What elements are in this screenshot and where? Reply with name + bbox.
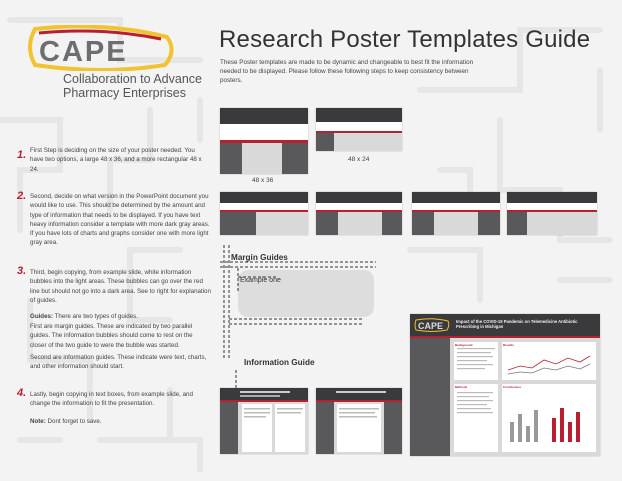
page-title: Research Poster Templates Guide [219,26,591,53]
cape-logo [27,25,177,71]
step-3-text: Third, begin copying, from example slide, white information bubbles into the light areas. These bubbles can go over the red line but should not go into a dark area. See to right for explanation of guides. [30,269,211,304]
logo-subtitle-line2: Pharmacy Enterprises [63,86,186,100]
template-version-3-thumbnail [412,192,500,235]
step-2-number: 2. [17,190,27,202]
sample-poster [410,314,600,456]
example-poster-2-thumbnail [316,388,402,454]
logo-subtitle-line1: Collaboration to Advance [63,72,202,86]
sample-poster-section-methods: Methods [454,384,498,452]
sample-poster-chart-1 [506,350,592,378]
sample-poster-sidebar [410,338,450,456]
sample-poster-text-lines [457,348,495,448]
guide-lines [218,240,378,390]
intro-text: These Poster templates are made to be dynamic and changeable to best fit the information needed to be displayed. Please follow these following steps to keep consistency between posters. [220,59,474,85]
note [30,417,212,426]
sample-poster-chart-2 [506,392,592,448]
size-48x24-label: 48 x 24 [348,156,370,163]
poster-size-48x36-thumbnail [220,108,308,174]
step-4-text: Lastly, begin copying in text boxes, from example slide, and change the information to fit the presentation. [30,391,193,408]
logo-wordmark: CAPE [39,36,128,68]
margin-guides-title: Margin Guides [231,253,288,262]
poster-size-48x24-thumbnail [316,108,402,151]
sample-poster-logo-text: CAPE [418,321,444,331]
guides-label: Guides: [30,313,54,320]
guides-intro [30,312,212,321]
note-text: Dont forget to save. [45,418,102,425]
sample-poster-logo [414,318,450,332]
step-3-number: 3. [17,265,27,277]
sample-poster-title: Impact of the COVID-19 Pandemic on Telemedicine Antibiotic Prescribing in Michigan [456,319,578,329]
sample-poster-section-results: Results [502,342,596,380]
sample-poster-section-conclusions: Conclusions [502,384,596,452]
step-4-number: 4. [17,387,27,399]
size-48x36-label: 48 x 36 [252,177,274,184]
note-label: Note: [30,418,46,425]
template-version-4-thumbnail [507,192,597,235]
example-bubble-text: Example one [240,277,281,284]
margin-guides-text: First are margin guides. These are indicated by two parallel guides. The information bubbles should come to rest on the closer of the two guide to were the bubble was started. [30,323,193,349]
template-version-2-thumbnail [316,192,402,235]
step-1-text: First Step is deciding on the size of your poster needed. You have two options, a large 48 x 36, and a more rectangular 48 x 24. [30,147,202,173]
info-guides-text: Second are information guides. These indicate were text, charts, and other information should start. [30,354,207,371]
sample-poster-section-background: Background [454,342,498,380]
step-2-text: Second, decide on what version in the PowerPoint document you would like to use. This should be determined by the amount and type of information that needs to be displayed. If you have text heavy information consider a template with more dark gray areas. If you have lots of charts and graphs consider one with more light gray area. [30,193,210,247]
guides-intro-rest: There are two types of guides. [53,313,138,320]
information-guide-title: Information Guide [244,358,315,367]
example-poster-1-thumbnail [220,388,308,454]
template-version-1-thumbnail [220,192,308,235]
step-1-number: 1. [17,149,27,161]
